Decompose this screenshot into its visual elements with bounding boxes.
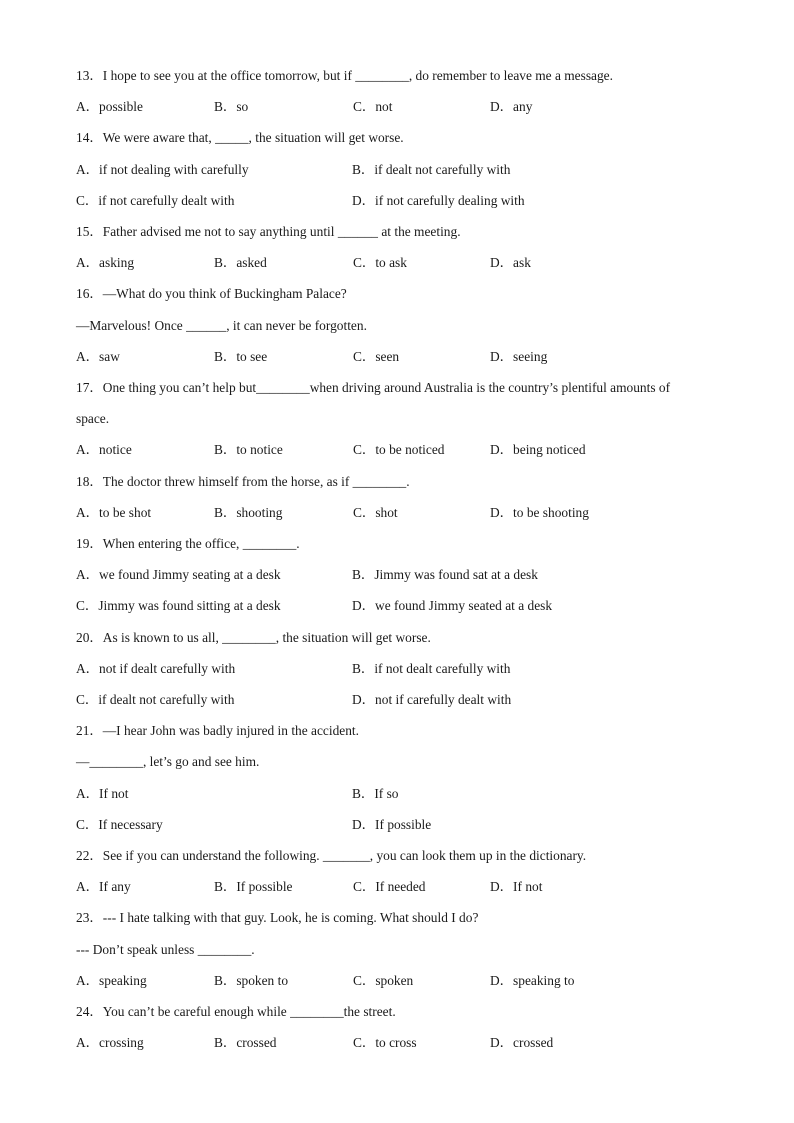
answer-option: C．if dealt not carefully with xyxy=(76,692,235,707)
answer-option: A．If not xyxy=(76,785,129,801)
answer-option: D．to be shooting xyxy=(490,504,589,520)
answer-option: D．seeing xyxy=(490,348,548,364)
options-row xyxy=(76,815,736,835)
answer-option: B．crossed xyxy=(214,1035,277,1051)
question-line: space. xyxy=(76,411,110,427)
answer-option: C．to be noticed xyxy=(353,442,445,458)
question-line: --- Don’t speak unless ________. xyxy=(76,941,255,957)
options-row xyxy=(76,347,736,367)
options-row xyxy=(76,1033,736,1053)
answer-option: C．shot xyxy=(353,504,398,520)
options-row xyxy=(76,97,736,117)
answer-option: A．if not dealing with carefully xyxy=(76,161,249,177)
answer-option: C．if not carefully dealt with xyxy=(76,192,235,208)
question-line: 16．—What do you think of Buckingham Palace? xyxy=(76,286,347,302)
answer-option: A．If any xyxy=(76,879,131,895)
answer-option: C．If necessary xyxy=(76,816,163,832)
question-line: 24．You can’t be careful enough while ________the street. xyxy=(76,1004,396,1019)
answer-option: D．speaking to xyxy=(490,972,575,988)
answer-option: D．being noticed xyxy=(490,442,586,458)
question-line: 23．--- I hate talking with that guy. Look, he is coming. What should I do? xyxy=(76,910,479,926)
answer-option: C．to cross xyxy=(353,1035,417,1051)
answer-option: B．shooting xyxy=(214,504,283,520)
question-line: 15．Father advised me not to say anything until ______ at the meeting. xyxy=(76,224,461,239)
answer-option: B．If so xyxy=(352,785,399,801)
answer-option: D．If not xyxy=(490,879,543,895)
answer-option: B．asked xyxy=(214,255,267,271)
answer-option: A．possible xyxy=(76,99,143,115)
question-line: 19．When entering the office, ________. xyxy=(76,536,300,551)
answer-option: C．to ask xyxy=(353,255,407,271)
answer-option: D．if not carefully dealing with xyxy=(352,192,525,208)
answer-option: A．speaking xyxy=(76,972,147,988)
answer-option: B．Jimmy was found sat at a desk xyxy=(352,567,538,583)
answer-option: C．Jimmy was found sitting at a desk xyxy=(76,598,281,614)
answer-option: A．asking xyxy=(76,255,135,271)
question-line: —________, let’s go and see him. xyxy=(76,754,260,770)
options-row xyxy=(76,877,736,897)
question-line: 21．—I hear John was badly injured in the accident. xyxy=(76,723,359,739)
options-row xyxy=(76,440,736,460)
answer-option: B．to see xyxy=(214,348,268,364)
answer-option: A．crossing xyxy=(76,1035,144,1051)
options-row xyxy=(76,503,736,523)
question-line: —Marvelous! Once ______, it can never be forgotten. xyxy=(76,317,367,333)
answer-option: D．If possible xyxy=(352,816,432,832)
answer-option: C．If needed xyxy=(353,879,426,895)
answer-option: D．not if carefully dealt with xyxy=(352,692,512,707)
answer-option: A．not if dealt carefully with xyxy=(76,660,236,676)
answer-option: B．if dealt not carefully with xyxy=(352,161,511,177)
answer-option: D．any xyxy=(490,99,533,115)
question-line: 17．One thing you can’t help but________when driving around Australia is the country’s plentiful amounts of xyxy=(76,380,671,395)
options-row xyxy=(76,565,736,585)
options-row xyxy=(76,191,736,211)
answer-option: A．saw xyxy=(76,348,120,364)
options-row xyxy=(76,784,736,804)
options-row xyxy=(76,690,736,710)
options-row xyxy=(76,596,736,616)
options-row xyxy=(76,971,736,991)
answer-option: B．spoken to xyxy=(214,972,289,988)
question-line: 22．See if you can understand the following. _______, you can look them up in the dictionary. xyxy=(76,848,587,863)
answer-option: C．not xyxy=(353,99,393,115)
question-line: 20．As is known to us all, ________, the situation will get worse. xyxy=(76,629,431,645)
options-row xyxy=(76,160,736,180)
worksheet-page xyxy=(76,0,736,1123)
answer-option: B．if not dealt carefully with xyxy=(352,660,511,676)
answer-option: A．notice xyxy=(76,442,132,458)
answer-option: B．If possible xyxy=(214,879,293,895)
options-row xyxy=(76,253,736,273)
options-row xyxy=(76,659,736,679)
question-line: 18．The doctor threw himself from the horse, as if ________. xyxy=(76,473,410,489)
answer-option: D．ask xyxy=(490,255,531,271)
answer-option: C．spoken xyxy=(353,972,414,988)
question-line: 13．I hope to see you at the office tomorrow, but if ________, do remember to leave me a message. xyxy=(76,68,613,83)
answer-option: D．we found Jimmy seated at a desk xyxy=(352,598,553,614)
question-line: 14．We were aware that, _____, the situation will get worse. xyxy=(76,130,404,146)
answer-option: A．to be shot xyxy=(76,504,152,520)
answer-option: C．seen xyxy=(353,348,400,364)
answer-option: A．we found Jimmy seating at a desk xyxy=(76,567,281,583)
answer-option: D．crossed xyxy=(490,1035,554,1051)
answer-option: B．so xyxy=(214,99,249,115)
answer-option: B．to notice xyxy=(214,442,283,458)
